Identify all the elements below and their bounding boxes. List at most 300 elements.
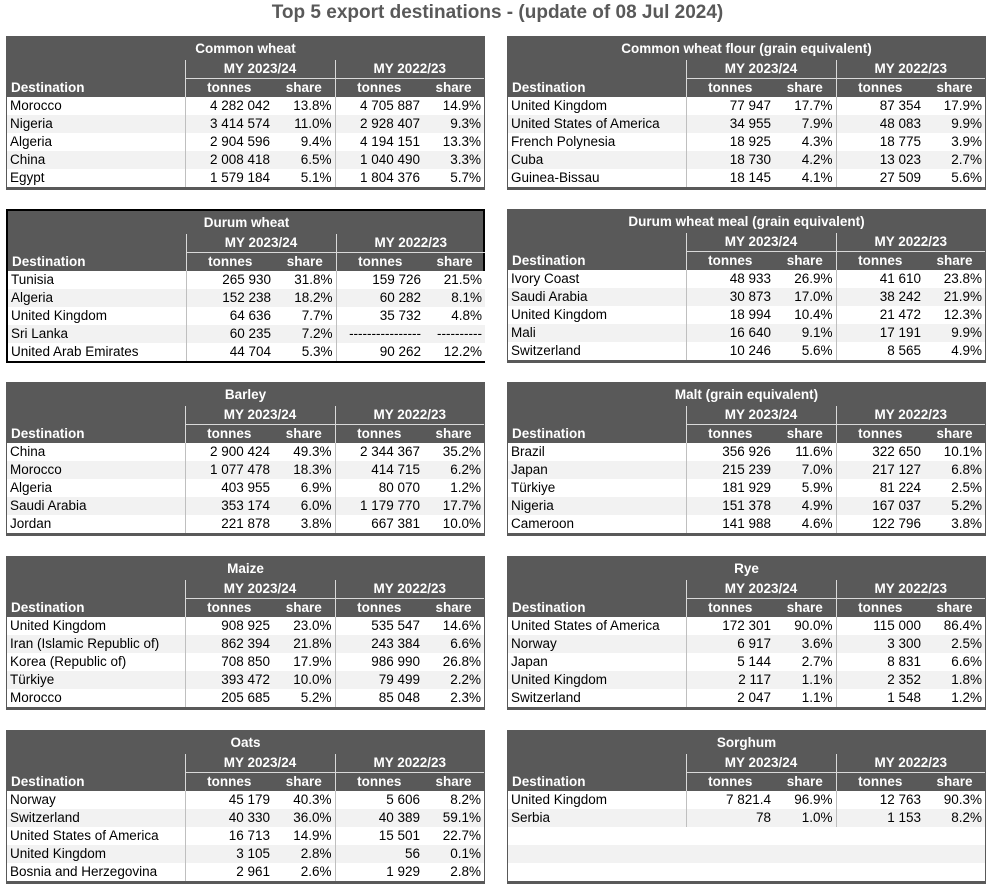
tonnes-header: tonnes [836, 773, 924, 792]
destination-cell: French Polynesia [508, 133, 686, 151]
table-row [7, 635, 484, 653]
table-row [508, 791, 985, 809]
tonnes-header: tonnes [335, 599, 423, 618]
share-header: share [786, 774, 823, 789]
tonnes-2022-23-cell: 17 191 [836, 324, 924, 342]
empty-cell [508, 827, 985, 845]
table-title: Durum wheat meal (grain equivalent) [628, 214, 865, 229]
table-row [508, 653, 985, 671]
tonnes-2023-24-cell: 60 235 [186, 325, 274, 343]
share-header: share [285, 426, 322, 441]
table-row [7, 671, 484, 689]
share-2022-23-cell: 17.7% [423, 497, 484, 515]
table-row [7, 515, 484, 533]
tonnes-2022-23-cell: 122 796 [836, 515, 924, 533]
period-2022-23-header: MY 2022/23 [335, 754, 484, 773]
tonnes-2022-23-cell: 322 650 [836, 443, 924, 461]
period-2022-23-header: MY 2022/23 [335, 60, 484, 79]
destination-cell: Iran (Islamic Republic of) [7, 635, 185, 653]
header-blank [508, 60, 686, 79]
share-2022-23-cell: 14.6% [423, 617, 484, 635]
table-row [7, 617, 484, 635]
table-row [7, 133, 484, 151]
table-title: Maize [227, 561, 264, 576]
table-row [508, 115, 985, 133]
share-2022-23-cell: 17.9% [924, 97, 985, 115]
period-2022-23-header: MY 2022/23 [836, 406, 985, 425]
share-2022-23-cell: 3.9% [924, 133, 985, 151]
share-header: share [435, 600, 472, 615]
header-blank [8, 234, 186, 253]
share-2022-23-cell: 22.7% [423, 827, 484, 845]
share-2022-23-cell: 13.3% [423, 133, 484, 151]
share-2022-23-cell: 8.2% [924, 809, 985, 827]
destination-cell: Jordan [7, 515, 185, 533]
table-title: Rye [734, 561, 759, 576]
tonnes-2023-24-cell: 5 144 [686, 653, 774, 671]
period-2023-24-header: MY 2023/24 [185, 406, 335, 425]
share-2023-24-cell: 5.2% [273, 689, 335, 707]
table-row [8, 289, 485, 307]
destination-cell: Türkiye [508, 479, 686, 497]
destination-cell: Saudi Arabia [508, 288, 686, 306]
share-2022-23-cell: 8.1% [424, 289, 485, 307]
table-row [7, 443, 484, 461]
destination-cell: Switzerland [7, 809, 185, 827]
table-row [508, 515, 985, 533]
tonnes-2023-24-cell: 64 636 [186, 307, 274, 325]
export-table [8, 211, 485, 361]
table-row [508, 497, 985, 515]
destination-cell: Morocco [7, 461, 185, 479]
tonnes-2022-23-cell: 2 344 367 [335, 443, 423, 461]
share-2023-24-cell: 11.6% [774, 443, 836, 461]
tonnes-header: tonnes [836, 425, 924, 444]
tonnes-header: tonnes [185, 79, 273, 98]
share-2022-23-cell: 6.8% [924, 461, 985, 479]
tonnes-header: tonnes [686, 79, 774, 98]
tonnes-2022-23-cell: 217 127 [836, 461, 924, 479]
header-blank [7, 754, 185, 773]
table-row [508, 97, 985, 115]
share-header: share [435, 774, 472, 789]
destination-cell: Tunisia [8, 271, 186, 289]
share-2023-24-cell: 3.6% [774, 635, 836, 653]
tonnes-2022-23-cell: 1 929 [335, 863, 423, 881]
tonnes-2023-24-cell: 2 117 [686, 671, 774, 689]
header-blank [7, 60, 185, 79]
tonnes-2023-24-cell: 40 330 [185, 809, 273, 827]
table-row [508, 635, 985, 653]
share-2022-23-cell: 14.9% [423, 97, 484, 115]
period-2022-23-header: MY 2022/23 [836, 233, 985, 252]
table-row [7, 497, 484, 515]
table-row-empty [508, 827, 985, 845]
destination-cell: Nigeria [7, 115, 185, 133]
export-table [508, 731, 985, 881]
tonnes-header: tonnes [686, 252, 774, 271]
share-2023-24-cell: 14.9% [273, 827, 335, 845]
header-blank [508, 580, 686, 599]
destination-header: Destination [512, 773, 586, 789]
share-2023-24-cell: 4.1% [774, 169, 836, 187]
destination-header: Destination [11, 79, 85, 95]
destination-cell: United Kingdom [508, 97, 686, 115]
destination-cell: United Arab Emirates [8, 343, 186, 361]
share-2023-24-cell: 26.9% [774, 270, 836, 288]
destination-cell: United Kingdom [508, 791, 686, 809]
destination-cell: Norway [508, 635, 686, 653]
share-2023-24-cell: 1.1% [774, 689, 836, 707]
share-header: share [436, 254, 473, 269]
table-row [7, 863, 484, 881]
destination-cell: Brazil [508, 443, 686, 461]
tonnes-2023-24-cell: 221 878 [185, 515, 273, 533]
share-2023-24-cell: 5.6% [774, 342, 836, 360]
share-header: share [786, 253, 823, 268]
share-header: share [936, 80, 973, 95]
share-2023-24-cell: 5.3% [274, 343, 336, 361]
tonnes-header: tonnes [836, 599, 924, 618]
table-title: Durum wheat [203, 215, 290, 230]
export-table [508, 557, 985, 707]
share-2022-23-cell: 9.9% [924, 115, 985, 133]
tonnes-header: tonnes [185, 599, 273, 618]
tonnes-2022-23-cell: 38 242 [836, 288, 924, 306]
period-2022-23-header: MY 2022/23 [836, 754, 985, 773]
share-2022-23-cell: 3.8% [924, 515, 985, 533]
destination-cell: United States of America [508, 115, 686, 133]
share-2022-23-cell: ---------- [424, 325, 485, 343]
tonnes-2022-23-cell: 15 501 [335, 827, 423, 845]
period-2023-24-header: MY 2023/24 [686, 406, 836, 425]
tonnes-2023-24-cell: 78 [686, 809, 774, 827]
table-title: Common wheat flour (grain equivalent) [621, 41, 872, 56]
tonnes-2022-23-cell: 1 179 770 [335, 497, 423, 515]
share-2023-24-cell: 4.3% [774, 133, 836, 151]
tonnes-2022-23-cell: 2 352 [836, 671, 924, 689]
share-2022-23-cell: 35.2% [423, 443, 484, 461]
tonnes-2022-23-cell: 1 040 490 [335, 151, 423, 169]
tonnes-header: tonnes [686, 599, 774, 618]
destination-cell: Saudi Arabia [7, 497, 185, 515]
tonnes-2023-24-cell: 2 961 [185, 863, 273, 881]
share-2023-24-cell: 6.0% [273, 497, 335, 515]
table-row [508, 270, 985, 288]
table-row [508, 617, 985, 635]
table-panel-malt-grain-equivalent [507, 382, 986, 536]
tonnes-2023-24-cell: 353 174 [185, 497, 273, 515]
share-2023-24-cell: 6.9% [273, 479, 335, 497]
export-table [7, 731, 484, 881]
table-row [7, 809, 484, 827]
share-2023-24-cell: 40.3% [273, 791, 335, 809]
tonnes-2023-24-cell: 141 988 [686, 515, 774, 533]
tonnes-2023-24-cell: 151 378 [686, 497, 774, 515]
destination-cell: United Kingdom [7, 845, 185, 863]
destination-cell: United Kingdom [508, 671, 686, 689]
tonnes-2022-23-cell: 18 775 [836, 133, 924, 151]
destination-cell: Serbia [508, 809, 686, 827]
tonnes-2022-23-cell: 535 547 [335, 617, 423, 635]
export-table [508, 37, 985, 187]
export-table [7, 37, 484, 187]
tonnes-header: tonnes [186, 253, 274, 272]
tonnes-2022-23-cell: 85 048 [335, 689, 423, 707]
table-row [508, 151, 985, 169]
destination-cell: Sri Lanka [8, 325, 186, 343]
share-2023-24-cell: 4.6% [774, 515, 836, 533]
tonnes-2022-23-cell: 79 499 [335, 671, 423, 689]
table-row [508, 169, 985, 187]
period-2023-24-header: MY 2023/24 [686, 233, 836, 252]
table-panel-barley [6, 382, 485, 536]
tonnes-2023-24-cell: 3 105 [185, 845, 273, 863]
table-row [7, 479, 484, 497]
share-2023-24-cell: 18.3% [273, 461, 335, 479]
share-2022-23-cell: 6.6% [423, 635, 484, 653]
tonnes-header: tonnes [335, 773, 423, 792]
table-row [508, 461, 985, 479]
share-header: share [936, 426, 973, 441]
share-header: share [435, 80, 472, 95]
share-header: share [435, 426, 472, 441]
period-2023-24-header: MY 2023/24 [686, 580, 836, 599]
tonnes-2023-24-cell: 1 579 184 [185, 169, 273, 187]
share-2022-23-cell: 9.9% [924, 324, 985, 342]
share-header: share [786, 426, 823, 441]
header-blank [508, 406, 686, 425]
destination-cell: United States of America [7, 827, 185, 845]
share-2022-23-cell: 5.6% [924, 169, 985, 187]
share-2022-23-cell: 2.2% [423, 671, 484, 689]
share-2022-23-cell: 5.7% [423, 169, 484, 187]
destination-cell: Japan [508, 653, 686, 671]
share-2022-23-cell: 59.1% [423, 809, 484, 827]
share-2023-24-cell: 3.8% [273, 515, 335, 533]
destination-cell: Switzerland [508, 342, 686, 360]
tonnes-2022-23-cell: 8 565 [836, 342, 924, 360]
share-2022-23-cell: 6.2% [423, 461, 484, 479]
share-2022-23-cell: 2.5% [924, 479, 985, 497]
page-title: Top 5 export destinations - (update of 08 Jul 2024) [271, 2, 724, 23]
share-2023-24-cell: 11.0% [273, 115, 335, 133]
tonnes-2022-23-cell: 2 928 407 [335, 115, 423, 133]
table-panel-oats [6, 730, 485, 884]
header-blank [7, 580, 185, 599]
share-2022-23-cell: 21.9% [924, 288, 985, 306]
tonnes-header: tonnes [335, 79, 423, 98]
destination-cell: Türkiye [7, 671, 185, 689]
share-2023-24-cell: 10.0% [273, 671, 335, 689]
table-row [7, 461, 484, 479]
share-2023-24-cell: 5.9% [774, 479, 836, 497]
destination-cell: United Kingdom [8, 307, 186, 325]
share-2023-24-cell: 17.7% [774, 97, 836, 115]
share-2022-23-cell: 0.1% [423, 845, 484, 863]
tonnes-header: tonnes [836, 79, 924, 98]
share-2023-24-cell: 17.9% [273, 653, 335, 671]
destination-cell: Cameroon [508, 515, 686, 533]
tonnes-2022-23-cell: 56 [335, 845, 423, 863]
table-title: Common wheat [195, 41, 296, 56]
tonnes-2023-24-cell: 4 282 042 [185, 97, 273, 115]
tonnes-2023-24-cell: 48 933 [686, 270, 774, 288]
tonnes-header: tonnes [686, 425, 774, 444]
share-2022-23-cell: 2.5% [924, 635, 985, 653]
table-row [8, 271, 485, 289]
destination-cell: Algeria [7, 133, 185, 151]
table-row [8, 307, 485, 325]
table-panel-durum-wheat [6, 209, 485, 363]
destination-cell: Switzerland [508, 689, 686, 707]
share-header: share [285, 600, 322, 615]
share-2022-23-cell: 5.2% [924, 497, 985, 515]
share-2023-24-cell: 5.1% [273, 169, 335, 187]
share-2023-24-cell: 1.1% [774, 671, 836, 689]
tonnes-2022-23-cell: ---------------- [336, 325, 424, 343]
share-2023-24-cell: 31.8% [274, 271, 336, 289]
destination-cell: Mali [508, 324, 686, 342]
share-2022-23-cell: 23.8% [924, 270, 985, 288]
table-row [508, 324, 985, 342]
share-header: share [786, 600, 823, 615]
tonnes-2023-24-cell: 16 713 [185, 827, 273, 845]
tonnes-2023-24-cell: 44 704 [186, 343, 274, 361]
share-2022-23-cell: 86.4% [924, 617, 985, 635]
tonnes-header: tonnes [686, 773, 774, 792]
table-row [508, 689, 985, 707]
tonnes-2023-24-cell: 18 994 [686, 306, 774, 324]
table-row-empty [508, 863, 985, 881]
tonnes-2023-24-cell: 45 179 [185, 791, 273, 809]
share-2023-24-cell: 21.8% [273, 635, 335, 653]
share-2023-24-cell: 7.9% [774, 115, 836, 133]
share-2023-24-cell: 4.9% [774, 497, 836, 515]
table-panel-rye [507, 556, 986, 710]
destination-cell: United States of America [508, 617, 686, 635]
tonnes-2022-23-cell: 667 381 [335, 515, 423, 533]
share-2022-23-cell: 1.8% [924, 671, 985, 689]
table-row [7, 653, 484, 671]
table-row [7, 845, 484, 863]
table-row-empty [508, 845, 985, 863]
period-2022-23-header: MY 2022/23 [335, 406, 484, 425]
period-2022-23-header: MY 2022/23 [836, 580, 985, 599]
tonnes-2023-24-cell: 708 850 [185, 653, 273, 671]
destination-cell: United Kingdom [508, 306, 686, 324]
tonnes-2022-23-cell: 48 083 [836, 115, 924, 133]
tonnes-header: tonnes [836, 252, 924, 271]
tonnes-2023-24-cell: 1 077 478 [185, 461, 273, 479]
share-2022-23-cell: 1.2% [924, 689, 985, 707]
share-2023-24-cell: 1.0% [774, 809, 836, 827]
tonnes-2022-23-cell: 1 804 376 [335, 169, 423, 187]
share-header: share [285, 80, 322, 95]
header-blank [7, 406, 185, 425]
table-row [7, 115, 484, 133]
tonnes-2023-24-cell: 356 926 [686, 443, 774, 461]
export-table [508, 383, 985, 533]
tonnes-2023-24-cell: 77 947 [686, 97, 774, 115]
export-table [7, 383, 484, 533]
tonnes-2022-23-cell: 1 548 [836, 689, 924, 707]
share-2023-24-cell: 13.8% [273, 97, 335, 115]
tonnes-2023-24-cell: 2 008 418 [185, 151, 273, 169]
share-2023-24-cell: 2.6% [273, 863, 335, 881]
export-table [508, 210, 985, 360]
table-panel-durum-wheat-meal-grain-equivalent [507, 209, 986, 363]
share-2022-23-cell: 2.3% [423, 689, 484, 707]
share-2022-23-cell: 10.1% [924, 443, 985, 461]
destination-cell: Algeria [7, 479, 185, 497]
tonnes-2022-23-cell: 167 037 [836, 497, 924, 515]
destination-cell: Algeria [8, 289, 186, 307]
table-panel-common-wheat-flour-grain-equivalent [507, 36, 986, 190]
destination-header: Destination [11, 599, 85, 615]
table-row [508, 671, 985, 689]
destination-header: Destination [512, 252, 586, 268]
table-row [7, 97, 484, 115]
period-2022-23-header: MY 2022/23 [335, 580, 484, 599]
tonnes-header: tonnes [335, 425, 423, 444]
share-header: share [936, 253, 973, 268]
period-2023-24-header: MY 2023/24 [686, 754, 836, 773]
tonnes-2022-23-cell: 13 023 [836, 151, 924, 169]
tonnes-2023-24-cell: 403 955 [185, 479, 273, 497]
table-row [508, 443, 985, 461]
tonnes-2023-24-cell: 2 047 [686, 689, 774, 707]
table-row [508, 342, 985, 360]
tonnes-2022-23-cell: 41 610 [836, 270, 924, 288]
tonnes-2022-23-cell: 21 472 [836, 306, 924, 324]
table-panel-maize [6, 556, 485, 710]
destination-header: Destination [512, 425, 586, 441]
period-2023-24-header: MY 2023/24 [185, 60, 335, 79]
tonnes-2023-24-cell: 265 930 [186, 271, 274, 289]
table-row [7, 689, 484, 707]
tonnes-2022-23-cell: 27 509 [836, 169, 924, 187]
share-2022-23-cell: 4.8% [424, 307, 485, 325]
share-2023-24-cell: 18.2% [274, 289, 336, 307]
period-2023-24-header: MY 2023/24 [186, 234, 336, 253]
tonnes-2022-23-cell: 80 070 [335, 479, 423, 497]
destination-header: Destination [512, 599, 586, 615]
period-2022-23-header: MY 2022/23 [836, 60, 985, 79]
tonnes-2023-24-cell: 16 640 [686, 324, 774, 342]
share-2022-23-cell: 10.0% [423, 515, 484, 533]
table-row [7, 169, 484, 187]
tonnes-2023-24-cell: 181 929 [686, 479, 774, 497]
destination-cell: Morocco [7, 689, 185, 707]
tonnes-2022-23-cell: 40 389 [335, 809, 423, 827]
tonnes-2023-24-cell: 10 246 [686, 342, 774, 360]
table-row [8, 343, 485, 361]
destination-cell: China [7, 443, 185, 461]
share-2023-24-cell: 2.7% [774, 653, 836, 671]
tonnes-2023-24-cell: 3 414 574 [185, 115, 273, 133]
tonnes-2023-24-cell: 2 904 596 [185, 133, 273, 151]
share-2022-23-cell: 12.2% [424, 343, 485, 361]
destination-cell: Egypt [7, 169, 185, 187]
tonnes-2022-23-cell: 243 384 [335, 635, 423, 653]
destination-header: Destination [11, 425, 85, 441]
header-blank [508, 754, 686, 773]
share-2022-23-cell: 1.2% [423, 479, 484, 497]
tonnes-2022-23-cell: 90 262 [336, 343, 424, 361]
share-header: share [936, 600, 973, 615]
share-2023-24-cell: 90.0% [774, 617, 836, 635]
